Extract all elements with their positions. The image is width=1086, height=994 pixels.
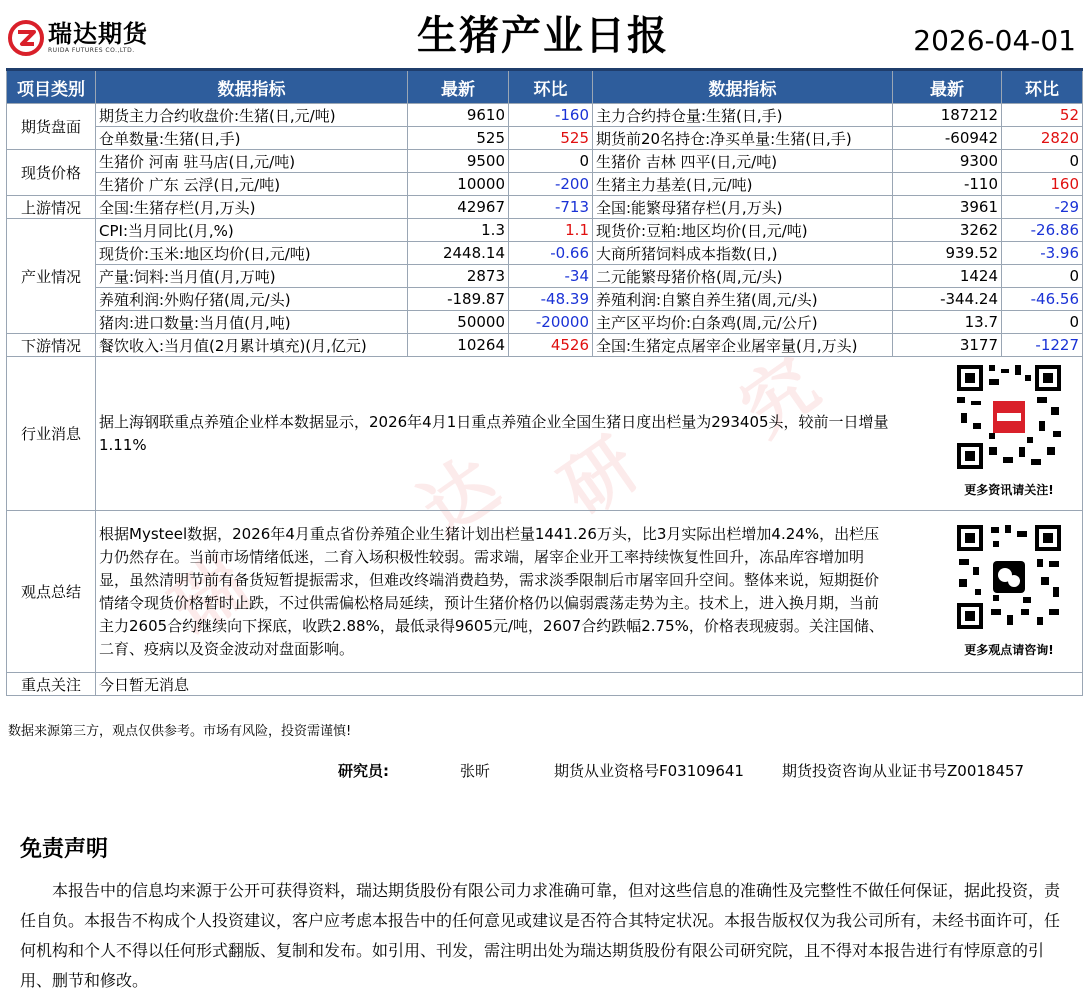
change-value: 52 — [1002, 104, 1083, 127]
metric-name: 猪肉:进口数量:当月值(月,吨) — [96, 311, 408, 334]
change-value: -160 — [509, 104, 593, 127]
table-row — [7, 265, 1083, 288]
change-value: -1227 — [1002, 334, 1083, 357]
category-label: 重点关注 — [7, 673, 96, 696]
latest-value: 9500 — [408, 150, 509, 173]
metric-name: 生猪价 广东 云浮(日,元/吨) — [96, 173, 408, 196]
table-row — [7, 334, 1083, 357]
change-value: 0 — [509, 150, 593, 173]
metric-name: CPI:当月同比(月,%) — [96, 219, 408, 242]
latest-value: 187212 — [893, 104, 1002, 127]
table-row — [7, 150, 1083, 173]
table-row — [7, 219, 1083, 242]
col-header: 数据指标 — [593, 70, 893, 104]
qr-block — [944, 361, 1074, 502]
latest-value: 525 — [408, 127, 509, 150]
change-value: -46.56 — [1002, 288, 1083, 311]
researcher-line — [338, 760, 1024, 781]
qr-code-icon — [953, 361, 1065, 473]
col-header: 环比 — [1002, 70, 1083, 104]
change-value: 2820 — [1002, 127, 1083, 150]
latest-value: -189.87 — [408, 288, 509, 311]
latest-value: 50000 — [408, 311, 509, 334]
metric-name: 全国:生猪存栏(月,万头) — [96, 196, 408, 219]
metric-name: 主产区平均价:白条鸡(周,元/公斤) — [593, 311, 893, 334]
report-header — [0, 0, 1086, 66]
watermark: 究 — [725, 341, 834, 452]
latest-value: 10000 — [408, 173, 509, 196]
table-row — [7, 288, 1083, 311]
focus-text: 今日暂无消息 — [96, 673, 1083, 696]
latest-value: 1.3 — [408, 219, 509, 242]
change-value: 0 — [1002, 150, 1083, 173]
metric-name: 主力合约持仓量:生猪(日,手) — [593, 104, 893, 127]
latest-value: 2873 — [408, 265, 509, 288]
table-row — [7, 104, 1083, 127]
industry-news-cell — [96, 357, 1083, 511]
metric-name: 期货前20名持仓:净买单量:生猪(日,手) — [593, 127, 893, 150]
metric-name: 大商所猪饲料成本指数(日,) — [593, 242, 893, 265]
report-date: 2026-04-01 — [913, 24, 1076, 57]
latest-value: 9610 — [408, 104, 509, 127]
metric-name: 全国:能繁母猪存栏(月,万头) — [593, 196, 893, 219]
table-header-row — [7, 70, 1083, 104]
table-row — [7, 127, 1083, 150]
metric-name: 仓单数量:生猪(日,手) — [96, 127, 408, 150]
col-header: 最新 — [408, 70, 509, 104]
researcher-label: 研究员: — [338, 762, 389, 780]
metric-name: 养殖利润:自繁自养生猪(周,元/头) — [593, 288, 893, 311]
latest-value: 3262 — [893, 219, 1002, 242]
latest-value: -110 — [893, 173, 1002, 196]
industry-news-text: 据上海钢联重点养殖企业样本数据显示，2026年4月1日重点养殖企业全国生猪日度出栏量为293405头，较前一日增量1.11% — [99, 412, 889, 454]
category-label: 现货价格 — [7, 150, 96, 196]
metric-name: 产量:饲料:当月值(月,万吨) — [96, 265, 408, 288]
data-table — [6, 68, 1083, 696]
change-value: -48.39 — [509, 288, 593, 311]
change-value: -26.86 — [1002, 219, 1083, 242]
latest-value: 1424 — [893, 265, 1002, 288]
report-title: 生猪产业日报 — [417, 13, 669, 59]
researcher-qualification: 期货从业资格号F03109641 — [554, 762, 744, 780]
table-row — [7, 311, 1083, 334]
disclaimer-text: 本报告中的信息均来源于公开可获得资料，瑞达期货股份有限公司力求准确可靠，但对这些信息的准确性及完整性不做任何保证，据此投资，责任自负。本报告不构成个人投资建议，客户应考虑本报告中的任何意见或建议是否符合其特定状况。本报告版权仅为我公司所有，未经书面许可，任何机构和个人不得以任何形式翻版、复制和发布。如引用、刊发，需注明出处为瑞达期货股份有限公司研究院，且不得对本报告进行有悖原意的引用、删节和修改。 — [20, 881, 1061, 990]
col-header: 最新 — [893, 70, 1002, 104]
category-label: 行业消息 — [7, 357, 96, 511]
summary-text: 根据Mysteel数据，2026年4月重点省份养殖企业生猪计划出栏量1441.26万头，比3月实际出栏增加4.24%，出栏压力仍然存在。当前市场情绪低迷，二育入场积极性较弱。需求端，屠宰企业开工率持续恢复性回升，冻品库容增加明显，虽然清明节前有备货短暂提振需求，但难改终端消费趋势，需求淡季限制后市屠宰回升空间。整体来说，短期挺价情绪令现货价格暂时止跌，不过供需偏松格局延续，预计生猪价格仍以偏弱震荡走势为主。技术上，进入换月期，当前主力2605合约继续向下探底，收跌2.88%，最低录得9605元/吨，2607合约跌幅2.75%，价格表现疲弱。关注国储、二育、疫病以及资金波动对盘面影响。 — [99, 524, 884, 658]
change-value: -713 — [509, 196, 593, 219]
table-row — [7, 173, 1083, 196]
logo-en: RUIDA FUTURES CO.,LTD. — [48, 47, 135, 54]
data-source-note: 数据来源第三方，观点仅供参考。市场有风险，投资需谨慎! — [8, 724, 352, 739]
metric-name: 二元能繁母猪价格(周,元/头) — [593, 265, 893, 288]
category-label: 期货盘面 — [7, 104, 96, 150]
col-header: 环比 — [509, 70, 593, 104]
watermark: 瑞 — [155, 541, 264, 652]
industry-news-row — [7, 357, 1083, 511]
latest-value: -344.24 — [893, 288, 1002, 311]
change-value: 4526 — [509, 334, 593, 357]
metric-name: 生猪价 河南 驻马店(日,元/吨) — [96, 150, 408, 173]
qr-caption: 更多观点请咨询! — [964, 643, 1054, 657]
table-row — [7, 242, 1083, 265]
metric-name: 生猪主力基差(日,元/吨) — [593, 173, 893, 196]
metric-name: 现货价:玉米:地区均价(日,元/吨) — [96, 242, 408, 265]
watermark: 研 — [545, 421, 654, 532]
latest-value: 9300 — [893, 150, 1002, 173]
latest-value: 939.52 — [893, 242, 1002, 265]
change-value: -200 — [509, 173, 593, 196]
change-value: 160 — [1002, 173, 1083, 196]
change-value: -0.66 — [509, 242, 593, 265]
focus-row — [7, 673, 1083, 696]
change-value: -20000 — [509, 311, 593, 334]
metric-name: 餐饮收入:当月值(2月累计填充)(月,亿元) — [96, 334, 408, 357]
watermark: 达 — [405, 441, 514, 552]
change-value: -3.96 — [1002, 242, 1083, 265]
researcher-name: 张昕 — [460, 762, 491, 780]
metric-name: 全国:生猪定点屠宰企业屠宰量(月,万头) — [593, 334, 893, 357]
metric-name: 生猪价 吉林 四平(日,元/吨) — [593, 150, 893, 173]
category-label: 上游情况 — [7, 196, 96, 219]
latest-value: 3177 — [893, 334, 1002, 357]
researcher-certificate: 期货投资咨询从业证书号Z0018457 — [782, 762, 1025, 780]
metric-name: 现货价:豆粕:地区均价(日,元/吨) — [593, 219, 893, 242]
latest-value: 3961 — [893, 196, 1002, 219]
latest-value: 42967 — [408, 196, 509, 219]
latest-value: 10264 — [408, 334, 509, 357]
table-row — [7, 196, 1083, 219]
latest-value: 13.7 — [893, 311, 1002, 334]
latest-value: -60942 — [893, 127, 1002, 150]
metric-name: 期货主力合约收盘价:生猪(日,元/吨) — [96, 104, 408, 127]
category-label: 观点总结 — [7, 511, 96, 673]
change-value: 525 — [509, 127, 593, 150]
change-value: -29 — [1002, 196, 1083, 219]
change-value: 1.1 — [509, 219, 593, 242]
col-header: 数据指标 — [96, 70, 408, 104]
metric-name: 养殖利润:外购仔猪(周,元/头) — [96, 288, 408, 311]
change-value: 0 — [1002, 311, 1083, 334]
qr-caption: 更多资讯请关注! — [964, 483, 1054, 497]
logo-cn: 瑞达期货 — [48, 20, 148, 48]
qr-block — [944, 521, 1074, 662]
summary-row — [7, 511, 1083, 673]
category-label: 产业情况 — [7, 219, 96, 334]
category-label: 下游情况 — [7, 334, 96, 357]
disclaimer-title: 免责声明 — [20, 837, 109, 862]
change-value: 0 — [1002, 265, 1083, 288]
qr-code-icon — [953, 521, 1065, 633]
change-value: -34 — [509, 265, 593, 288]
summary-cell — [96, 511, 1083, 673]
col-header: 项目类别 — [7, 70, 96, 104]
latest-value: 2448.14 — [408, 242, 509, 265]
